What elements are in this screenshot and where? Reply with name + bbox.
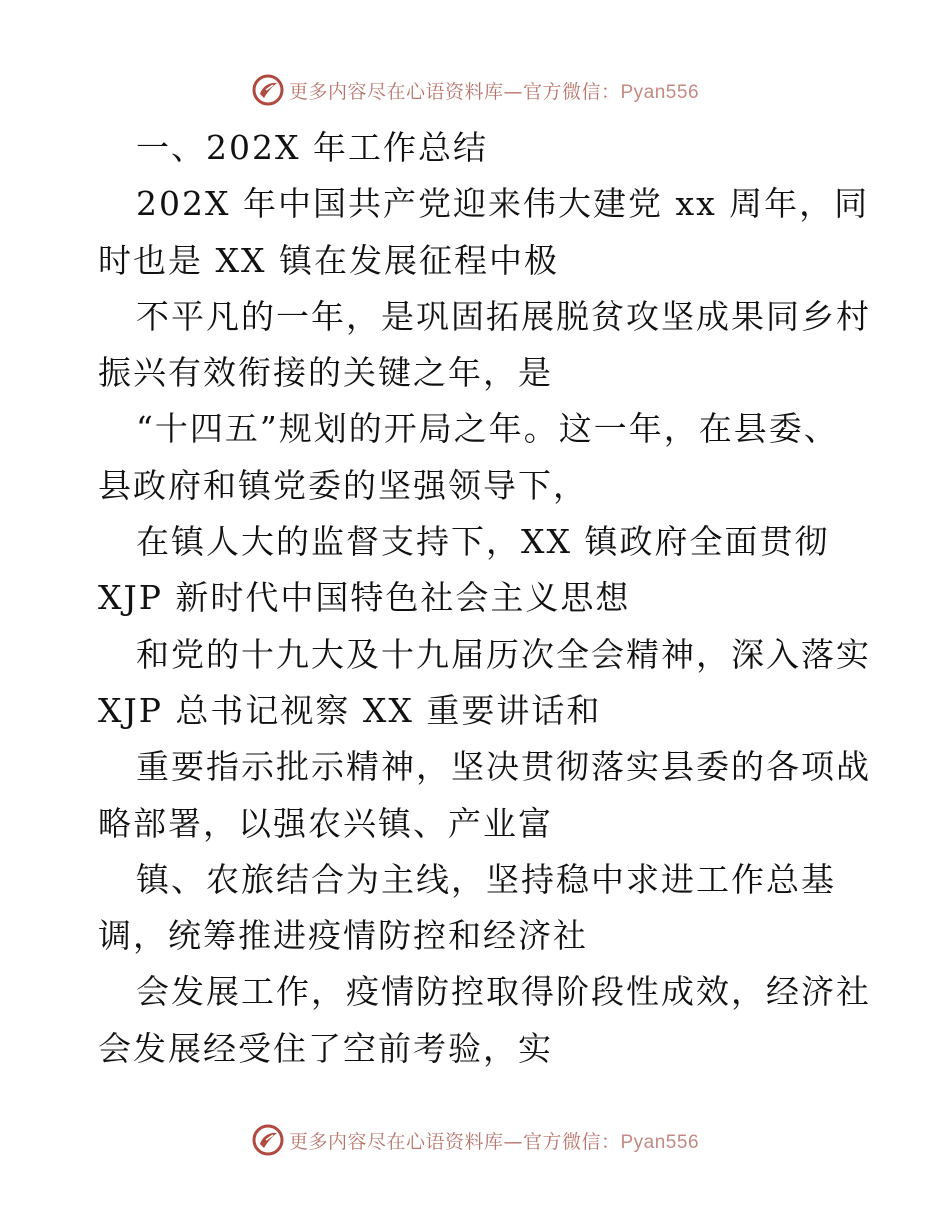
text-line: XJP 新时代中国特色社会主义思想 <box>98 578 631 618</box>
text-line: 202X 年中国共产党迎来伟大建党 xx 周年，同 <box>136 184 870 224</box>
brand-logo-icon <box>251 73 285 107</box>
text-line: 振兴有效衔接的关键之年，是 <box>98 353 553 393</box>
watermark-text: 更多内容尽在心语资料库—官方微信：Pyan556 <box>288 80 700 103</box>
text-line: 一、202X 年工作总结 <box>136 128 488 167</box>
text-line: 县政府和镇党委的坚强领导下， <box>98 465 588 505</box>
text-line: 会发展工作，疫情防控取得阶段性成效，经济社 <box>136 972 871 1012</box>
text-line: 重要指示批示精神，坚决贯彻落实县委的各项战 <box>136 747 871 787</box>
text-line: 略部署，以强农兴镇、产业富 <box>98 803 553 843</box>
watermark-footer <box>0 1120 950 1160</box>
text-line: 在镇人大的监督支持下，XX 镇政府全面贯彻 <box>136 522 830 562</box>
brand-logo-icon <box>251 1123 285 1157</box>
text-line: 镇、农旅结合为主线，坚持稳中求进工作总基 <box>136 859 836 899</box>
watermark-text: 更多内容尽在心语资料库—官方微信：Pyan556 <box>288 1130 700 1153</box>
text-line: 和党的十九大及十九届历次全会精神，深入落实 <box>136 634 871 674</box>
text-line: XJP 总书记视察 XX 重要讲话和 <box>98 690 602 730</box>
text-line: 调，统筹推进疫情防控和经济社 <box>98 916 588 956</box>
text-line: “十四五”规划的开局之年。这一年，在县委、 <box>136 409 839 449</box>
text-line: 时也是 XX 镇在发展征程中极 <box>98 240 559 280</box>
document-body <box>98 120 871 1077</box>
watermark-header <box>0 70 950 110</box>
text-line: 会发展经受住了空前考验，实 <box>98 1028 553 1068</box>
text-line: 不平凡的一年，是巩固拓展脱贫攻坚成果同乡村 <box>136 296 871 336</box>
